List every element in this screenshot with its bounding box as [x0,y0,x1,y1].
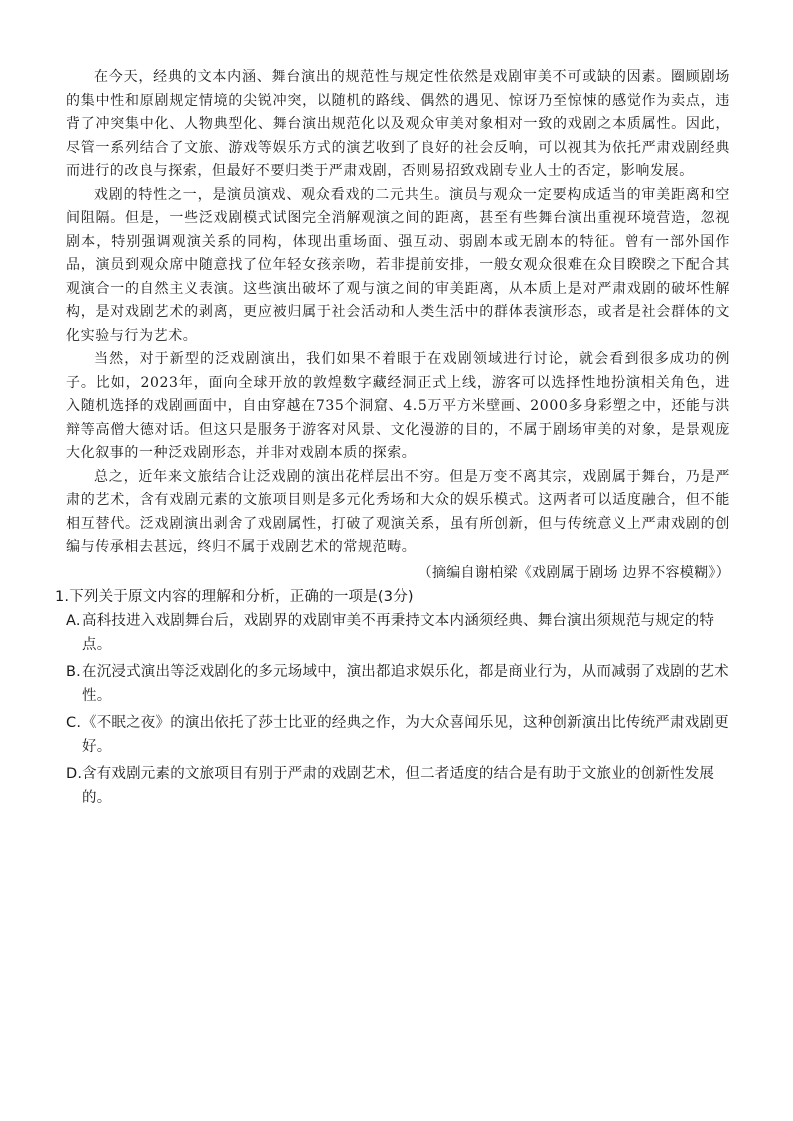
option-text: 高科技进入戏剧舞台后，戏剧界的戏剧审美不再秉持文本内涵须经典、舞台演出须规范与规定的特点。 [82,612,715,653]
exam-page [55,66,730,813]
passage-paragraph-1: 在今天，经典的文本内涵、舞台演出的规范性与规定性依然是戏剧审美不可或缺的因素。圈顾剧场的集中性和原剧规定情境的尖锐冲突，以随机的路线、偶然的遇见、惊讶乃至惊悚的感觉作为卖点，违背了冲突集中化、人物典型化、舞台演出规范化以及观众审美对象相对一致的戏剧之本质属性。因此，尽管一系列结合了文旅、游戏等娱乐方式的演艺收到了良好的社会反响，可以视其为依托严肃戏剧经典而进行的改良与探索，但最好不要归类于严肃戏剧，否则易招致戏剧专业人士的否定，影响发展。 [66,69,730,179]
option-letter: C. [66,714,82,731]
passage-paragraph-4: 总之，近年来文旅结合让泛戏剧的演出花样层出不穷。但是万变不离其宗，戏剧属于舞台，乃是严肃的艺术，含有戏剧元素的文旅项目则是多元化秀场和大众的娱乐模式。这两者可以适度融合，但不能相互替代。泛戏剧演出剥舍了戏剧属性，打破了观演关系，虽有所创新，但与传统意义上严肃戏剧的创编与传承相去甚远，终归不属于戏剧艺术的常规范畴。 [66,468,730,555]
option-letter: B. [66,663,81,680]
option-b[interactable] [66,660,730,708]
reading-passage [66,66,730,585]
option-text: 《不眠之夜》的演出依托了莎士比亚的经典之作，为大众喜闻乐见，这种创新演出比传统严肃戏剧更好。 [82,714,729,755]
option-c[interactable] [66,711,730,759]
question-stem: 1.下列关于原文内容的理解和分析，正确的一项是(3分) [55,588,414,605]
option-letter: A. [66,612,81,629]
passage-paragraph-3: 当然，对于新型的泛戏剧演出，我们如果不着眼于在戏剧领域进行讨论，就会看到很多成功的例子。比如，2023年，面向全球开放的敦煌数字藏经洞正式上线，游客可以选择性地扮演相关角色，进入随机选择的戏剧画面中，自由穿越在735个洞窟、4.5万平方米壁画、2000多身彩塑之中，还能与洪辩等高僧大德对话。但这只是服务于游客对风景、文化漫游的目的，不属于剧场审美的对象，是景观庞大化叙事的一种泛戏剧形态，并非对戏剧本质的探索。 [66,351,730,461]
passage-source: （摘编自谢柏梁《戏剧属于剧场 边界不容模糊》） [417,564,730,581]
option-d[interactable] [66,762,730,810]
option-text: 在沉浸式演出等泛戏剧化的多元场域中，演出都追求娱乐化，都是商业行为，从而减弱了戏剧的艺术性。 [82,663,729,704]
option-text: 含有戏剧元素的文旅项目有别于严肃的戏剧艺术，但二者适度的结合是有助于文旅业的创新性发展的。 [82,765,715,806]
answer-options [55,609,730,810]
question-1 [55,585,730,810]
passage-paragraph-2: 戏剧的特性之一，是演员演戏、观众看戏的二元共生。演员与观众一定要构成适当的审美距离和空间阻隔。但是，一些泛戏剧模式试图完全消解观演之间的距离，甚至有些舞台演出重视环境营造，忽视剧本，特别强调观演关系的同构，体现出重场面、强互动、弱剧本或无剧本的特征。曾有一部外国作品，演员到观众席中随意找了位年轻女孩亲吻，若非提前安排，一般女观众很难在众目睽睽之下配合其观演合一的自然主义表演。这些演出破坏了观与演之间的审美距离，从本质上是对严肃戏剧的破坏性解构，是对戏剧艺术的剥离，更应被归属于社会活动和人类生活中的群体表演形态，或者是社会群体的文化实验与行为艺术。 [66,186,730,344]
option-a[interactable] [66,609,730,657]
option-letter: D. [66,765,83,782]
